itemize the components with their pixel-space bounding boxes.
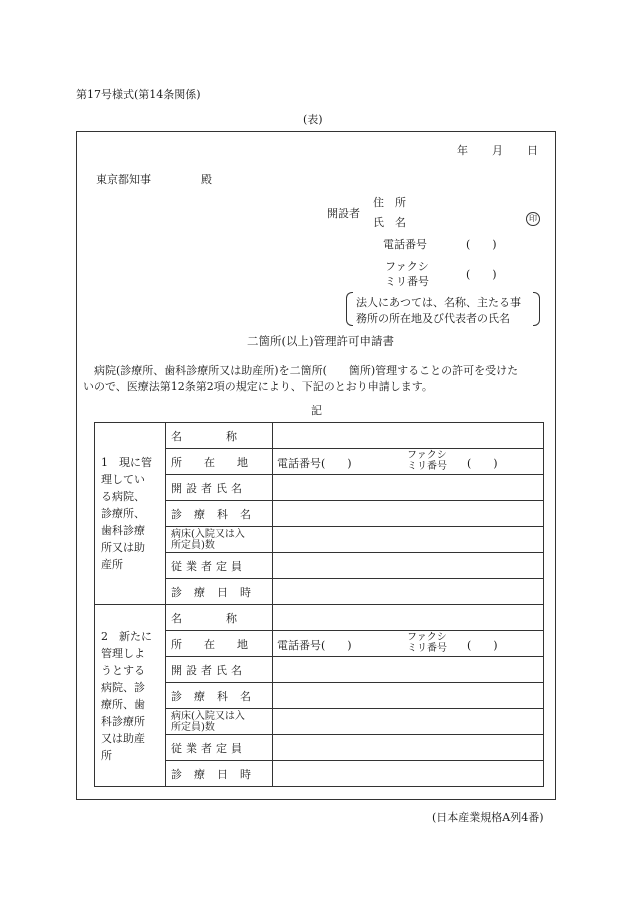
side-line: 1 現に管 (101, 456, 152, 469)
founder-label: 開設者氏名 (166, 657, 273, 683)
side-line: 理してい (101, 473, 145, 486)
side-line: 科診療所 (101, 714, 145, 728)
applicant-phone-paren: ( ) (466, 238, 497, 251)
staff-field[interactable] (273, 735, 544, 761)
name-field[interactable] (273, 423, 544, 449)
dept-label: 診療科名 (166, 501, 273, 527)
dept-field[interactable] (273, 683, 544, 709)
fax-label-2: ミリ番号 (407, 643, 447, 654)
side-line: 又は助産 (101, 731, 145, 745)
side-line: 診療所、 (101, 507, 145, 520)
location-field[interactable] (273, 449, 544, 475)
corporate-note (346, 292, 540, 326)
side-line: 所又は助 (101, 541, 145, 554)
staff-label: 従業者定員 (166, 735, 273, 761)
applicant-address-label: 住 所 (373, 196, 406, 209)
hours-field[interactable] (273, 579, 544, 605)
honorific: 殿 (201, 173, 212, 186)
date-day: 日 (527, 144, 538, 157)
current-facility-heading (95, 423, 166, 605)
new-facility-heading (95, 605, 166, 787)
dept-field[interactable] (273, 501, 544, 527)
applicant-fax-label-2: ミリ番号 (385, 275, 429, 288)
fax-paren: ( ) (467, 457, 498, 470)
side-line: 産所 (101, 558, 123, 571)
name-label: 名 称 (166, 423, 273, 449)
phone-label: 電話番号( ) (277, 639, 352, 652)
fax-label-1: ファクシ (407, 632, 447, 643)
location-field[interactable] (273, 631, 544, 657)
fax-label-2: ミリ番号 (407, 461, 447, 472)
founder-field[interactable] (273, 657, 544, 683)
side-line: 療所、歯 (101, 697, 145, 711)
location-label: 所 在 地 (166, 449, 273, 475)
side-line: 管理しよ (101, 646, 145, 660)
side-line: る病院、 (101, 490, 145, 503)
side-line: 歯科診療 (101, 524, 145, 537)
corporate-note-line-2: 務所の所在地及び代表者の氏名 (356, 312, 510, 325)
hours-label: 診療日時 (166, 761, 273, 787)
seal-mark: 印 (526, 212, 540, 226)
applicant-phone-label: 電話番号 (383, 238, 427, 251)
staff-field[interactable] (273, 553, 544, 579)
addressee: 東京都知事 (96, 173, 151, 186)
founder-label: 開設者氏名 (166, 475, 273, 501)
location-label: 所 在 地 (166, 631, 273, 657)
staff-label: 従業者定員 (166, 553, 273, 579)
side-line: 病院、診 (101, 680, 145, 694)
fax-label-1: ファクシ (407, 450, 447, 461)
beds-label: 病床(入院又は入 所定員)数 (166, 527, 273, 553)
date-month: 月 (492, 144, 503, 157)
body-line-2: いので、医療法第12条第2項の規定により、下記のとおり申請します。 (83, 380, 433, 393)
applicant-fax-label-1: ファクシ (385, 260, 429, 273)
side-line: うとする (101, 663, 145, 677)
beds-label: 病床(入院又は入 所定員)数 (166, 709, 273, 735)
beds-field[interactable] (273, 527, 544, 553)
side-line: 2 新たに (101, 629, 152, 643)
date-year: 年 (457, 144, 468, 157)
footer-note: (日本産業規格A列4番) (432, 811, 544, 824)
applicant-fax-paren: ( ) (466, 268, 497, 281)
applicant-name-label: 氏 名 (373, 216, 406, 229)
side-label: (表) (303, 113, 323, 126)
new-facility-table (94, 604, 544, 787)
dept-label: 診療科名 (166, 683, 273, 709)
phone-label: 電話番号( ) (277, 457, 352, 470)
beds-field[interactable] (273, 709, 544, 735)
ki-label: 記 (311, 404, 322, 417)
founder-field[interactable] (273, 475, 544, 501)
hours-label: 診療日時 (166, 579, 273, 605)
document-title: 二箇所(以上)管理許可申請書 (247, 334, 394, 348)
hours-field[interactable] (273, 761, 544, 787)
form-number: 第17号様式(第14条関係) (76, 88, 201, 101)
applicant-label: 開設者 (327, 207, 360, 220)
fax-paren: ( ) (467, 639, 498, 652)
name-label: 名 称 (166, 605, 273, 631)
side-line: 所 (101, 748, 112, 762)
corporate-note-line-1: 法人にあつては、名称、主たる事 (356, 296, 521, 309)
name-field[interactable] (273, 605, 544, 631)
current-facility-table (94, 422, 544, 605)
body-line-1: 病院(診療所、歯科診療所又は助産所)を二箇所( 箇所)管理することの許可を受けた (94, 364, 519, 377)
